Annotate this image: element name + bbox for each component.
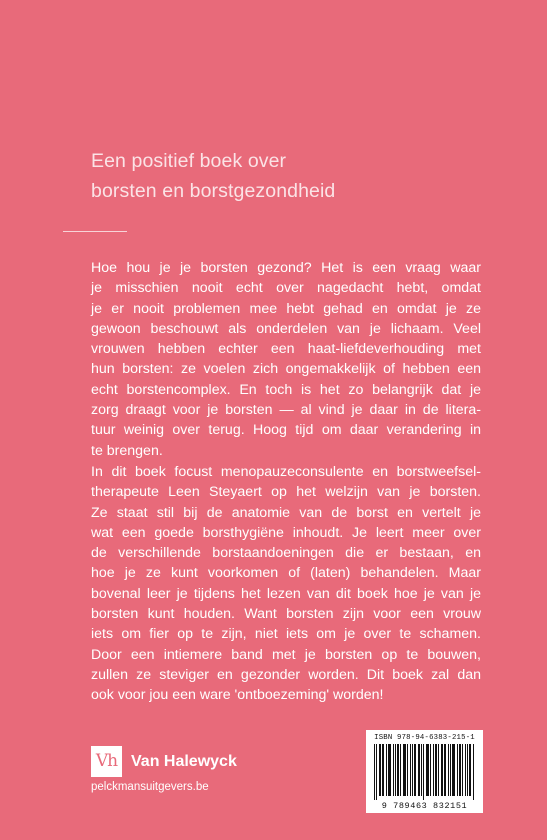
isbn-barcode bbox=[366, 730, 483, 813]
barcode-bar bbox=[403, 744, 404, 796]
barcode-bar bbox=[436, 744, 437, 796]
barcode-bar bbox=[465, 744, 466, 796]
barcode-bars bbox=[374, 744, 475, 800]
barcode-bar bbox=[457, 744, 458, 796]
paragraph-line: gewoon beschouwt als onderdelen van je lichaam. Veel bbox=[91, 320, 481, 337]
divider-rule bbox=[63, 231, 127, 232]
blurb-paragraph-2 bbox=[91, 462, 481, 706]
barcode-bar bbox=[448, 744, 449, 796]
barcode-bar bbox=[374, 744, 375, 800]
paragraph-line: hoe je ze kunt voorkomen of (laten) behandelen. Maar bbox=[91, 565, 481, 582]
publisher-logo-mark: Vh bbox=[91, 746, 122, 777]
barcode-digits: 9 789463 832151 bbox=[381, 801, 468, 811]
barcode-bar bbox=[400, 744, 401, 796]
barcode-bar bbox=[467, 744, 468, 796]
barcode-bar bbox=[379, 744, 380, 796]
paragraph-line: Hoe hou je je borsten gezond? Het is een vraag waar bbox=[91, 260, 481, 276]
publisher-name: Van Halewyck bbox=[131, 752, 237, 770]
barcode-bar bbox=[435, 744, 436, 796]
barcode-bar bbox=[423, 744, 424, 800]
paragraph-line: ook voor jou een ware 'ontboezeming' worden! bbox=[91, 687, 384, 704]
paragraph-line: zullen ze steviger en gezonder worden. Dit boek zal dan bbox=[91, 666, 481, 683]
barcode-bar bbox=[382, 744, 383, 796]
barcode-bar bbox=[414, 744, 415, 796]
publisher-website: pelckmansuitgevers.be bbox=[91, 781, 209, 793]
paragraph-line: de verschillende borstaandoeningen die er bestaan, en bbox=[91, 545, 481, 562]
barcode-bar bbox=[445, 744, 446, 796]
barcode-bar bbox=[430, 744, 431, 796]
barcode-bar bbox=[462, 744, 463, 796]
barcode-bar bbox=[459, 744, 460, 796]
barcode-bar bbox=[404, 744, 405, 796]
barcode-bar bbox=[426, 744, 427, 796]
paragraph-line: je er nooit problemen mee hebt gehad en omdat je ze bbox=[91, 300, 481, 317]
barcode-bar bbox=[444, 744, 445, 796]
paragraph-line: therapeute Leen Steyaert op het welzijn van je borsten. bbox=[91, 484, 481, 501]
blurb-paragraph-1 bbox=[91, 258, 481, 461]
barcode-bar bbox=[442, 744, 443, 796]
barcode-bar bbox=[453, 744, 454, 796]
barcode-bar bbox=[393, 744, 394, 796]
barcode-bar bbox=[405, 744, 406, 796]
paragraph-line: echt borstencomplex. En toch is het zo belangrijk dat je bbox=[91, 381, 481, 398]
publisher-logo bbox=[91, 746, 237, 777]
barcode-bar bbox=[389, 744, 390, 796]
paragraph-line: borsten kunt houden. Want borsten zijn voor een vrouw bbox=[91, 606, 481, 623]
barcode-bar bbox=[376, 744, 377, 800]
barcode-bar bbox=[380, 744, 381, 796]
barcode-bar bbox=[470, 744, 471, 796]
paragraph-line: vrouwen hebben echter een haat-liefdeverhouding met bbox=[91, 341, 481, 358]
barcode-bar bbox=[415, 744, 416, 796]
paragraph-line: Ze staat stil bij de anatomie van de borst en vertelt je bbox=[91, 504, 481, 521]
paragraph-line: tuur weinig over terug. Hoog tijd om daar verandering in bbox=[91, 422, 481, 439]
barcode-bar bbox=[428, 744, 429, 796]
barcode-bar bbox=[452, 744, 453, 796]
barcode-bar bbox=[460, 744, 461, 796]
tagline-line-1: Een positief boek over bbox=[91, 150, 287, 172]
barcode-bar bbox=[433, 744, 434, 796]
paragraph-line: In dit boek focust menopauzeconsulente en borstweefsel- bbox=[91, 464, 481, 480]
barcode-bar bbox=[395, 744, 396, 796]
barcode-bar bbox=[473, 744, 474, 800]
barcode-bar bbox=[419, 744, 420, 796]
paragraph-line: Door een intiemere band met je borsten op te bouwen, bbox=[91, 646, 481, 663]
paragraph-line: je misschien nooit echt over nagedacht hebt, omdat bbox=[91, 280, 481, 297]
barcode-bar bbox=[427, 744, 428, 796]
barcode-bar bbox=[388, 744, 389, 796]
barcode-bar bbox=[390, 744, 391, 796]
tagline-line-2: borsten en borstgezondheid bbox=[91, 180, 336, 202]
isbn-label: ISBN 978-94-6383-215-1 bbox=[374, 734, 475, 742]
barcode-bar bbox=[469, 744, 470, 796]
barcode-bar bbox=[398, 744, 399, 796]
barcode-bar bbox=[383, 744, 384, 796]
paragraph-line: bovenal leer je tijdens het lezen van dit boek hoe je van je bbox=[91, 585, 481, 602]
barcode-bar bbox=[438, 744, 439, 796]
barcode-bar bbox=[412, 744, 413, 796]
paragraph-line: te brengen. bbox=[91, 442, 163, 459]
tagline bbox=[91, 146, 335, 206]
barcode-bar bbox=[418, 744, 419, 796]
barcode-bar bbox=[450, 744, 451, 796]
paragraph-line: iets om fier op te zijn, niet iets om je over te schamen. bbox=[91, 626, 481, 643]
barcode-bar bbox=[397, 744, 398, 796]
paragraph-line: hun borsten: ze voelen zich ongemakkelijk of hebben een bbox=[91, 361, 481, 378]
barcode-bar bbox=[454, 744, 455, 796]
barcode-bar bbox=[410, 744, 411, 796]
barcode-bar bbox=[421, 744, 422, 796]
barcode-bar bbox=[407, 744, 408, 796]
barcode-bar bbox=[441, 744, 442, 796]
paragraph-line: wat een goede borsthygiëne inhoudt. Je leert meer over bbox=[91, 524, 481, 541]
barcode-bar bbox=[386, 744, 387, 796]
paragraph-line: zorg draagt voor je borsten — al vind je daar in de litera- bbox=[91, 402, 481, 419]
